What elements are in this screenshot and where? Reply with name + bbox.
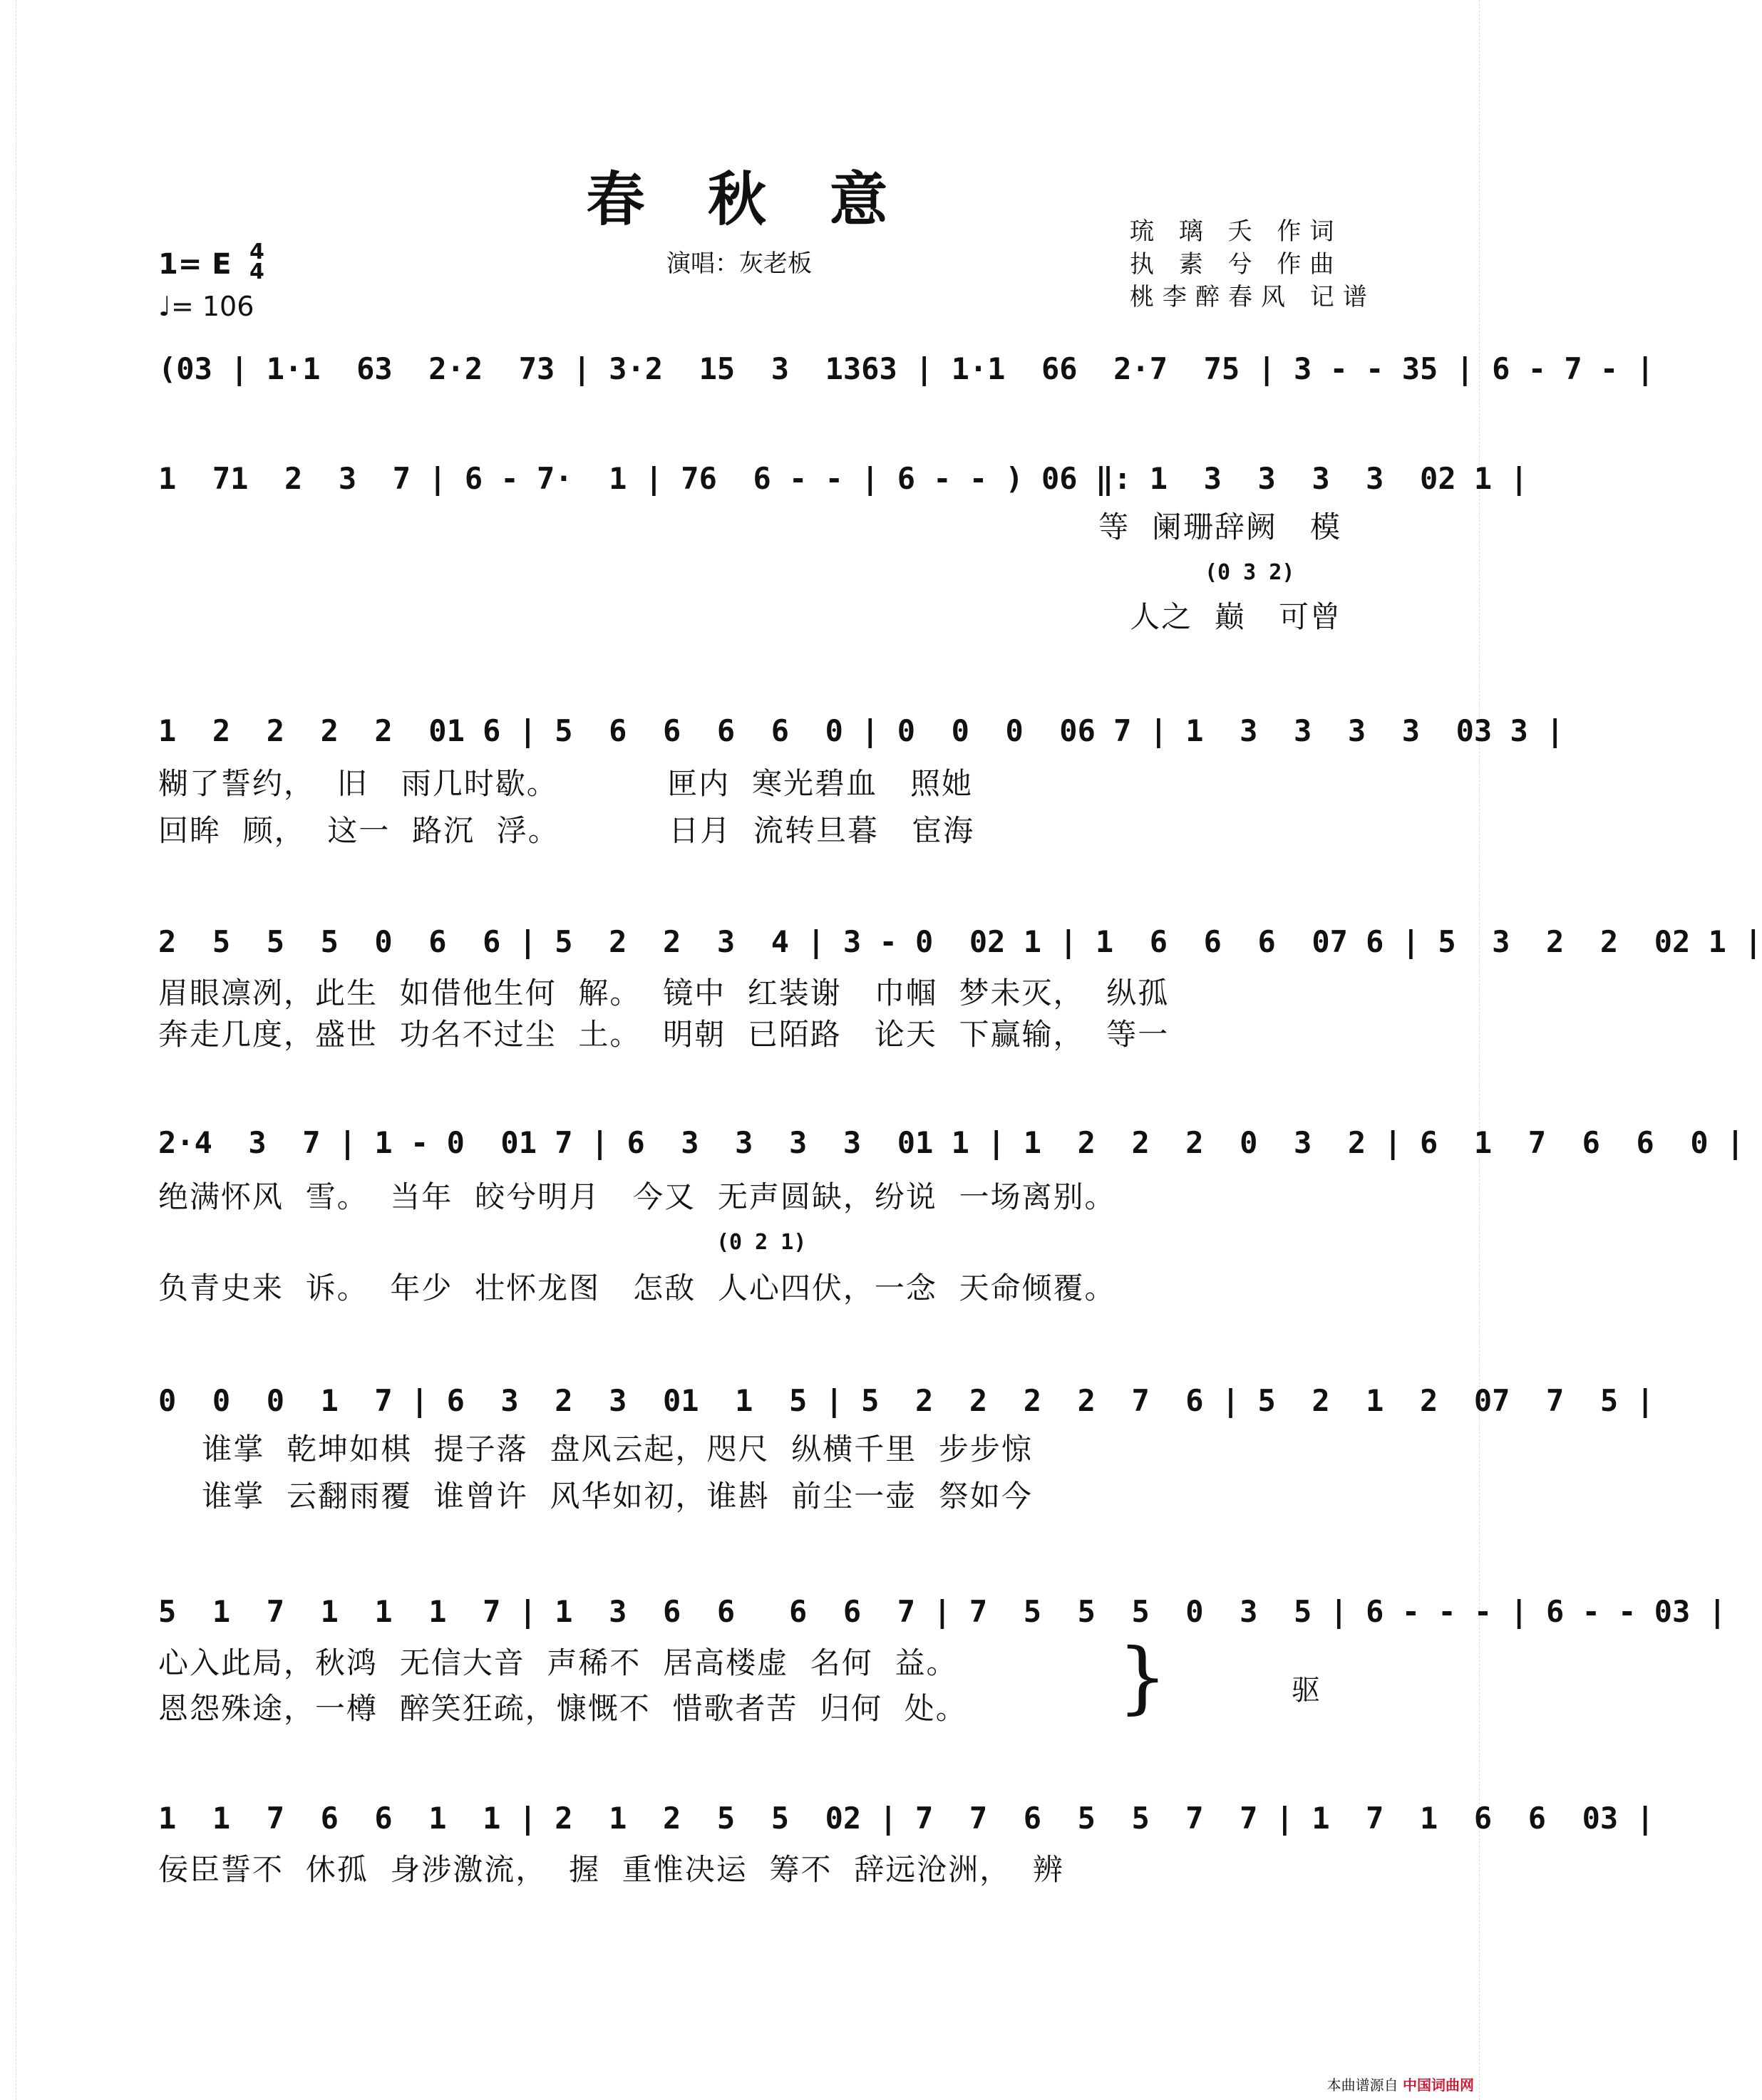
lyrics-system-4-verse-1: 眉眼凛冽，此生 如借他生何 解。 镜中 红装谢 巾帼 梦未灭， 纵孤	[158, 976, 1170, 1010]
verse-brace: }	[1118, 1631, 1168, 1722]
left-margin-strip	[0, 0, 16, 2100]
credits-block	[1130, 215, 1376, 314]
lyrics-system-8-verse-1: 佞臣誓不 休孤 身涉激流， 握 重惟决运 筹不 辞远沧洲， 辨	[158, 1852, 1064, 1887]
lyrics-system-7-aside: 驱	[1292, 1674, 1320, 1707]
notation-system-3: 1 2 2 2 2 01 6 | 5 6 6 6 6 0 | 0 0 0 06 7 | 1 3 3 3 3 03 3 |	[158, 713, 1565, 748]
quarter-note-icon: ♩	[158, 291, 171, 322]
alt-notes-system-2: (0 3 2)	[1205, 560, 1295, 585]
notation-system-8: 1 1 7 6 6 1 1 | 2 1 2 5 5 02 | 7 7 6 5 5 7 7 | 1 7 1 6 6 03 |	[158, 1801, 1654, 1836]
song-title: 春 秋 意	[586, 165, 910, 234]
composer-credit: 执 素 兮 作曲	[1130, 250, 1343, 279]
lyrics-system-6-verse-2: 谁掌 云翻雨覆 谁曾许 风华如初，谁斟 前尘一壶 祭如今	[158, 1479, 1033, 1514]
alt-notes-system-5: (0 2 1)	[716, 1230, 807, 1255]
notation-system-2: 1 71 2 3 7 | 6 - 7· 1 | 76 6 - - | 6 - - ) 06 ‖: 1 3 3 3 3 02 1 |	[158, 461, 1528, 496]
lyrics-system-2-verse-2: 人之 巅 可曾	[1130, 599, 1341, 634]
key-signature: 1= E	[158, 248, 232, 281]
lyrics-system-2-verse-1: 等 阑珊辞阙 模	[1098, 510, 1341, 544]
notation-system-7: 5 1 7 1 1 1 7 | 1 3 6 6 6 6 7 | 7 5 5 5 0 3 5 | 6 - - - | 6 - - 03 |	[158, 1594, 1726, 1629]
lyricist-credit: 琉 璃 夭 作词	[1130, 217, 1343, 246]
lyrics-system-3-verse-1: 糊了誓约， 旧 雨几时歇。 匣内 寒光碧血 照她	[158, 766, 974, 801]
transcriber-credit: 桃李醉春风 记谱	[1130, 283, 1376, 311]
tempo-marking	[158, 291, 254, 322]
time-denominator: 4	[249, 259, 264, 284]
source-footer	[1327, 2074, 1474, 2094]
time-numerator: 4	[249, 239, 264, 264]
tempo-value: = 106	[170, 291, 254, 322]
lyrics-system-5-verse-1: 绝满怀风 雪。 当年 皎兮明月 今又 无声圆缺，纷说 一场离别。	[158, 1179, 1116, 1214]
lyrics-system-6-verse-1: 谁掌 乾坤如棋 提子落 盘风云起，咫尺 纵横千里 步步惊	[158, 1432, 1033, 1467]
lyrics-system-7-verse-1: 心入此局，秋鸿 无信大音 声稀不 居高楼虚 名何 益。	[158, 1645, 958, 1680]
lyrics-system-5-verse-2: 负青史来 诉。 年少 壮怀龙图 怎敌 人心四伏，一念 天命倾覆。	[158, 1271, 1116, 1305]
lyrics-system-4-verse-2: 奔走几度，盛世 功名不过尘 土。 明朝 已陌路 论天 下赢输， 等一	[158, 1017, 1170, 1052]
notation-system-4: 2 5 5 5 0 6 6 | 5 2 2 3 4 | 3 - 0 02 1 | 1 6 6 6 07 6 | 5 3 2 2 02 1 |	[158, 924, 1762, 959]
lyrics-system-7-verse-2: 恩怨殊途，一樽 醉笑狂疏，慷慨不 惜歌者苦 归何 处。	[158, 1691, 967, 1726]
footer-source-text: 本曲谱源自	[1326, 2076, 1398, 2094]
notation-system-5: 2·4 3 7 | 1 - 0 01 7 | 6 3 3 3 3 01 1 | 1 2 2 2 0 3 2 | 6 1 7 6 6 0 |	[158, 1125, 1745, 1160]
footer-site-link[interactable]: 中国词曲网	[1403, 2076, 1474, 2094]
notation-system-1: (03 | 1·1 63 2·2 73 | 3·2 15 3 1363 | 1·1 66 2·7 75 | 3 - - 35 | 6 - 7 - |	[158, 351, 1654, 386]
lyrics-system-3-verse-2: 回眸 顾， 这一 路沉 浮。 日月 流转旦暮 宦海	[158, 813, 975, 848]
singer-credit: 演唱：灰老板	[666, 249, 812, 278]
notation-system-6: 0 0 0 1 7 | 6 3 2 3 01 1 5 | 5 2 2 2 2 7 6 | 5 2 1 2 07 7 5 |	[158, 1383, 1654, 1418]
time-signature	[249, 239, 264, 284]
right-margin-strip	[1479, 0, 1495, 2100]
